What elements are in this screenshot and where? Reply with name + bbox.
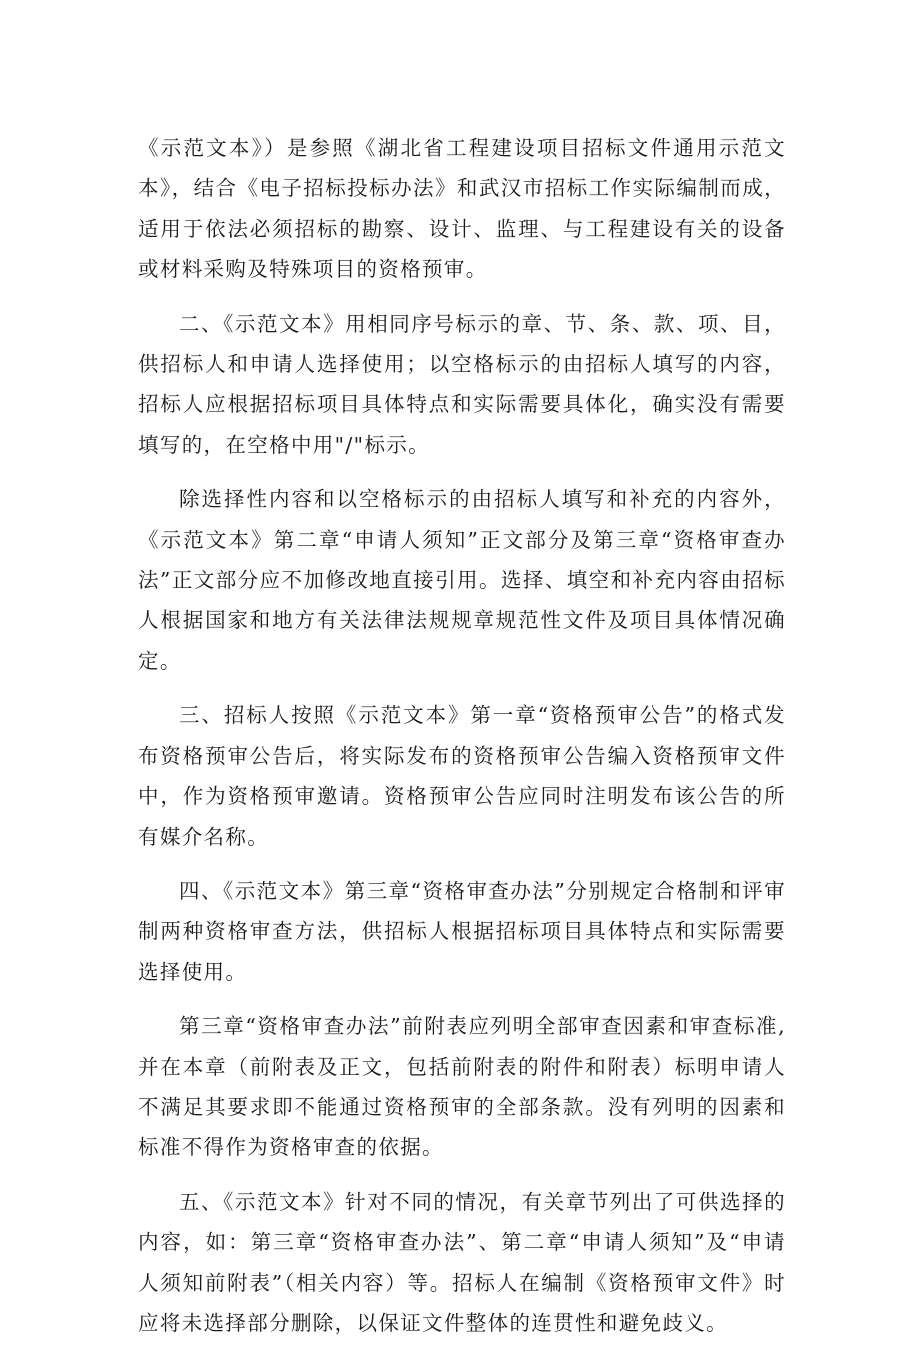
paragraph-intro-continued: 《示范文本》）是参照《湖北省工程建设项目招标文件通用示范文本》，结合《电子招标投标办法》和武汉市招标工作实际编制而成，适用于依法必须招标的勘察、设计、监理、与工程建设有关的设备或材料采购及特殊项目的资格预审。 — [138, 136, 786, 282]
paragraph-section-5: 五、《示范文本》针对不同的情况，有关章节列出了可供选择的内容，如：第三章“资格审查办法”、第二章“申请人须知”及“申请人须知前附表”（相关内容）等。招标人在编制《资格预审文件》时应将未选择部分删除，以保证文件整体的连贯性和避免歧义。 — [138, 1189, 786, 1335]
paragraph-section-3: 三、招标人按照《示范文本》第一章“资格预审公告”的格式发布资格预审公告后，将实际发布的资格预审公告编入资格预审文件中，作为资格预审邀请。资格预审公告应同时注明发布该公告的所有媒介名称。 — [138, 703, 786, 849]
paragraph-section-2: 二、《示范文本》用相同序号标示的章、节、条、款、项、目，供招标人和申请人选择使用；以空格标示的由招标人填写的内容，招标人应根据招标项目具体特点和实际需要具体化，确实没有需要填写的，在空格中用"/"标示。 — [138, 311, 786, 457]
document-body — [138, 128, 786, 1357]
paragraph-section-2-note: 除选择性内容和以空格标示的由招标人填写和补充的内容外，《示范文本》第二章“申请人须知”正文部分及第三章“资格审查办法”正文部分应不加修改地直接引用。选择、填空和补充内容由招标人根据国家和地方有关法律法规规章规范性文件及项目具体情况确定。 — [138, 487, 786, 673]
paragraph-section-4-note: 第三章“资格审查办法”前附表应列明全部审查因素和审查标准,并在本章（前附表及正文，包括前附表的附件和附表）标明申请人不满足其要求即不能通过资格预审的全部条款。没有列明的因素和标准不得作为资格审查的依据。 — [138, 1014, 786, 1160]
paragraph-section-4: 四、《示范文本》第三章“资格审查办法”分别规定合格制和评审制两种资格审查方法，供招标人根据招标项目具体特点和实际需要选择使用。 — [138, 878, 786, 984]
